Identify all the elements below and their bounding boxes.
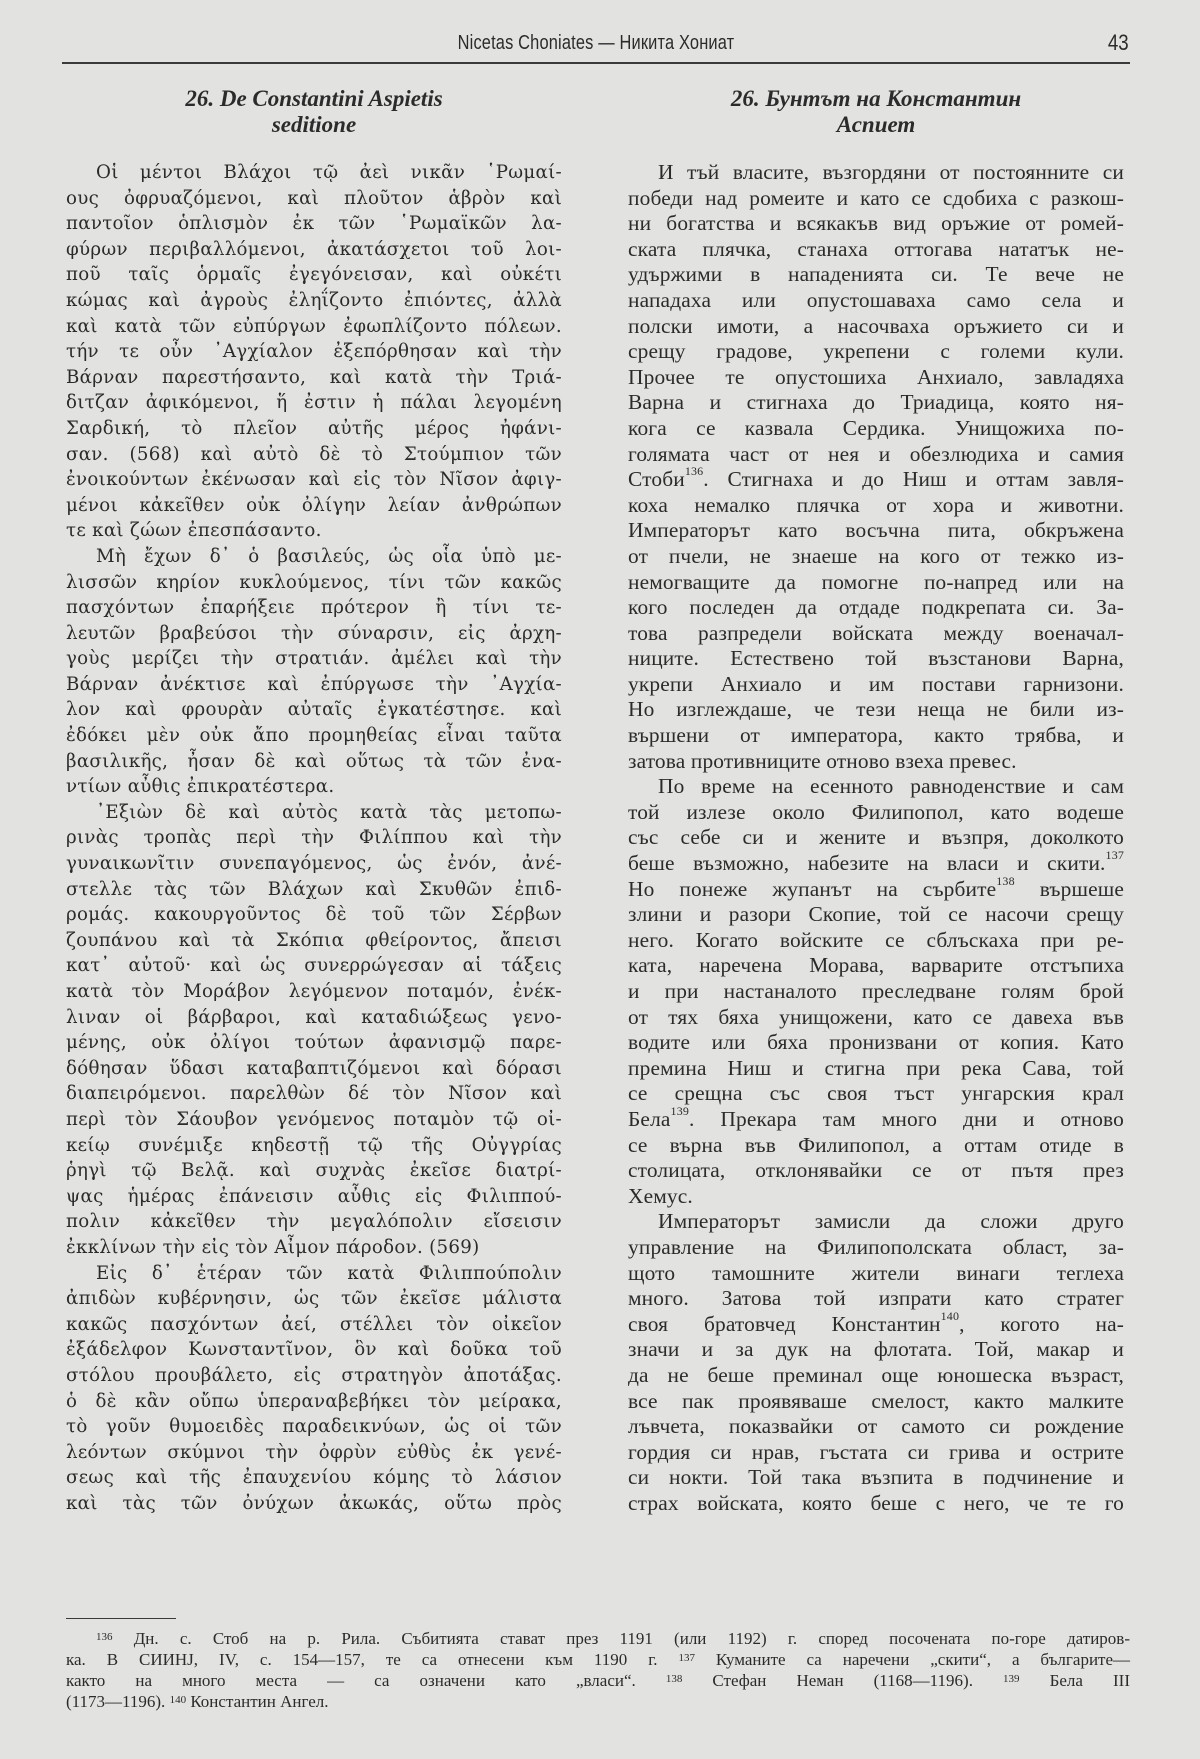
text-line: μένης, οὐκ ὀλίγοι τούτων ἀφανισμῷ παρε-: [66, 1032, 562, 1054]
text-line: ската плячка, станаха оттогава нататък не-: [628, 236, 1124, 261]
text-line: значи и за дук на флотата. Той, макар и: [628, 1337, 1124, 1362]
text-line: вършени от императора, както трябва, и: [628, 723, 1124, 748]
text-line: Императорът като восъчна пита, обкръжена: [628, 518, 1124, 543]
text-line: страх войската, която беше с него, че те го: [628, 1490, 1124, 1515]
text-line: κατὰ τὸν Μοράβον λεγόμενον ποταμόν, ἐνέκ-: [66, 981, 562, 1002]
footnote-text: Константин Ангел.: [186, 1692, 329, 1711]
text-line: Μὴ ἔχων δ᾿ ὁ βασιλεύς, ὡς οἷα ὑπὸ με-: [96, 545, 562, 567]
text-line: той излезе около Филипопол, като водеше: [628, 799, 1124, 824]
text-line: ᾿Εξιὼν δὲ καὶ αὐτὸς κατὰ τὰς μετοπω-: [96, 801, 562, 823]
footnote-reference: 138: [996, 873, 1015, 888]
text-line: щото тамошните жители винаги теглеха: [628, 1260, 1124, 1285]
text-line: премина Ниш и стигна при река Сава, той: [628, 1055, 1124, 1080]
footnote-text: Бела III: [1019, 1671, 1130, 1690]
footnote-text: както на много места — са означени като „власи“.: [66, 1671, 666, 1690]
text-line: По време на есенното равноденствие и сам: [658, 774, 1124, 799]
footnote-number: 138: [665, 1673, 683, 1685]
text-line: немогващите да помогне по-напред или на: [628, 569, 1124, 594]
text-line: Бела$^{139}$. Прекара там много дни и отново: [628, 1103, 1124, 1131]
text-line: Стоби$^{136}$. Стигнаха и до Ниш и оттам завля-: [628, 464, 1124, 492]
text-line: със себе си и жените и възпря, доколкото: [628, 825, 1124, 850]
footnote-reference: 137: [1105, 848, 1124, 863]
text-line: τὸ γοῦν θυμοειδὲς παραδεικνύων, ὡς οἱ τῶν: [66, 1416, 562, 1438]
text-line: Императорът замисли да сложи друго: [658, 1209, 1124, 1234]
text-line: ἐδόκει μὲν οὐκ ἄπο προμηθείας εἶναι ταῦτα: [66, 725, 562, 747]
footnote-line: [66, 1670, 1130, 1691]
text-line: победи над ромеите и като се сдобиха с разкош-: [628, 185, 1124, 210]
bulgarian-title-line: Аспиет: [836, 112, 916, 137]
text-line: много. Затова той изпрати като стратег: [628, 1286, 1124, 1311]
footnote-reference: 136: [684, 464, 704, 479]
text-line: кога се казвала Сердика. Унищожиха по-: [628, 415, 1124, 440]
page-number: 43: [1107, 30, 1129, 55]
text-line: λεόντων σκύμνοι τὴν ὀφρὺν εὐθὺς ἐκ γενέ-: [66, 1441, 562, 1463]
text-line: λιναν οἱ βάρβαροι, καὶ καταδιώξεως γενο-: [66, 1006, 562, 1028]
text-line: διτζαν ἀφικόμενοι, ἥ ἐστιν ἡ πάλαι λεγομένη: [66, 392, 562, 414]
text-line: ους ὀφρυαζόμενοι, καὶ πλοῦτον ἁβρὸν καὶ: [66, 187, 562, 209]
text-line: това разпредели войската между военачал-: [628, 620, 1124, 645]
text-line: Σαρδική, τὸ πλεῖον αὐτῆς μέρος ἠφάνι-: [66, 417, 562, 439]
text-line: ποῦ ταῖς ὁρμαῖς ἐγεγόνεισαν, καὶ οὐκέτι: [66, 264, 562, 286]
text-line: πασχόντων ἐπαρήξειε πρότερον ἢ τίνι τε-: [66, 597, 562, 619]
bulgarian-title-line: 26. Бунтът на Константин: [730, 86, 1022, 111]
text-line: ни богатства и всякакъв вид оръжие от ромей-: [628, 211, 1124, 236]
text-line: λισσῶν κηρίον κυκλούμενος, τίνι τῶν κακῶς: [66, 571, 562, 593]
greek-column: [66, 86, 562, 1516]
text-line: ἀπιδὼν κυβέρνησιν, ὡς τῶν ἐκεῖσε μάλιστα: [66, 1288, 562, 1310]
text-line: и при настаналото преследване голям брой: [628, 979, 1124, 1003]
text-line: И тъй власите, възгордяни от постоянните си: [658, 160, 1124, 184]
text-line: от тях бяха унищожени, като се давеха във: [628, 1004, 1124, 1029]
running-title: Nicetas Choniates — Никита Хониат: [457, 32, 735, 54]
text-line: Εἰς δ᾿ ἑτέραν τῶν κατὰ Φιλιππούπολιν: [96, 1262, 562, 1284]
text-line: срещу градове, укрепени с големи кули.: [628, 339, 1124, 364]
text-line: ὁ δὲ κἂν οὔπω ὑπεραναβεβήκει τὸν μείρακα,: [66, 1390, 562, 1412]
footnote-reference: 139: [670, 1103, 689, 1118]
footnote-text: ка. В СИИНЈ, IV, с. 154—157, те са отнесени към 1190 г.: [66, 1650, 679, 1669]
footnote-number: 136: [96, 1631, 113, 1643]
footnote-number: 137: [678, 1652, 695, 1664]
text-line: столицата, отклонявайки се от пътя през: [628, 1158, 1124, 1183]
text-line: διαπειρόμενοι. παρελθὼν δέ τὸν Νῖσον καὶ: [66, 1083, 562, 1105]
text-line: да не беше преминал още юношеска възраст,: [628, 1362, 1124, 1387]
text-line: κώμας καὶ ἀγροὺς ἐληΐζοντο ἐπιόντες, ἀλλὰ: [66, 289, 562, 311]
text-line: τήν τε οὖν ᾿Αγχίαλον ἐξεπόρθησαν καὶ τὴν: [66, 341, 562, 363]
text-line: παντοῖον ὁπλισμὸν ἐκ τῶν ῾Ρωμαϊκῶν λα-: [66, 213, 562, 235]
footnote-line: [66, 1649, 1130, 1670]
text-line: него. Когато войските се сблъскаха при ре-: [628, 927, 1124, 952]
text-line: водите или бяха пронизвани от копия. Като: [628, 1030, 1124, 1055]
text-line: Βάρναν παρεστήσαντο, καὶ κατὰ τὴν Τριά-: [66, 366, 562, 388]
text-line: σεως καὶ τῆς ἐπαυχενίου κόμης τὸ λάσιον: [66, 1467, 562, 1489]
text-line: своя братовчед Константин$^{140}$, когото на-: [628, 1308, 1124, 1336]
greek-section-title: [66, 86, 562, 138]
text-line: голямата част от нея и обезлюдиха и самия: [628, 441, 1124, 466]
text-line: μένοι κἀκεῖθεν οὐκ ὀλίγην λείαν ἀνθρώπων: [66, 494, 562, 516]
text-line: си нокти. Той така възпита в подчинение и: [628, 1465, 1124, 1490]
text-line: ката, наречена Морава, варварите отстъпиха: [628, 953, 1124, 978]
text-line: Варна и стигнаха до Триадица, която ня-: [628, 390, 1124, 415]
text-line: Прочее те опустошиха Анхиало, завладяха: [628, 364, 1124, 389]
text-line: лъвчета, показвайки от самото си рождение: [628, 1414, 1124, 1439]
text-line: γοὺς μερίζει τὴν στρατιάν. ἀμέλει καὶ τὴν: [66, 648, 562, 670]
footnote-line: [66, 1691, 1130, 1712]
footnote-divider: [66, 1618, 176, 1619]
text-line: φύρων περιβαλλόμενοι, ἀκατάσχετοι τοῦ λοι-: [66, 238, 562, 260]
text-line: ρομάς. κακουργοῦντος δὲ τοῦ τῶν Σέρβων: [66, 904, 562, 926]
text-line: управление на Филипополската област, за-: [628, 1234, 1124, 1259]
text-line: ψας ἡμέρας ἐπάνεισιν αὖθις εἰς Φιλιππού-: [66, 1185, 562, 1207]
text-line: ниците. Естествено той възстанови Варна,: [628, 646, 1124, 671]
text-line: καὶ τὰς τῶν ὀνύχων ἀκωκάς, οὕτω πρὸς: [66, 1492, 562, 1514]
greek-text: [66, 160, 562, 1516]
text-line: полски имоти, а насочваха оръжието си и: [628, 313, 1124, 338]
text-line: все пак проявяваше смелост, както малките: [628, 1388, 1124, 1413]
footnote-reference: 140: [940, 1308, 960, 1323]
text-line: коха немалко плячка от хора и животни.: [628, 492, 1124, 517]
text-line: τε καὶ ζώων ἐπεσπάσαντο.: [66, 520, 322, 542]
text-line: κακῶς πασχόντων ἀεί, στέλλει τὸν οἰκεῖον: [66, 1313, 562, 1335]
footnotes: [66, 1628, 1130, 1712]
text-line: Но понеже жупанът на сърбите$^{138}$ вършеше: [628, 873, 1124, 901]
text-line: στόλου προυβάλετο, εἰς στρατηγὸν ἀποτάξας.: [66, 1364, 562, 1386]
text-line: κατ᾿ αὐτοῦ· καὶ ὡς συνερρώγεσαν αἱ τάξεις: [66, 955, 562, 977]
text-line: се срещна със своя тъст унгарския крал: [628, 1081, 1124, 1106]
text-line: δόθησαν ὕδασι καταβαπτιζόμενοι καὶ δόρασι: [66, 1057, 562, 1079]
footnote-text: Дн. с. Стоб на р. Рила. Събитията стават през 1191 (или 1192) г. според посочената по-горе датиров-: [112, 1629, 1130, 1648]
text-line: Но изглеждаше, че тези неща не били из-: [628, 697, 1124, 722]
bulgarian-section-title: [628, 86, 1124, 138]
text-line: ρινὰς τροπὰς περὶ τὴν Φιλίππου καὶ τὴν: [66, 827, 562, 849]
greek-title-line: seditione: [271, 112, 357, 137]
text-line: затова противниците отново взеха превес.: [628, 748, 1017, 773]
text-line: беше възможно, набезите на власи и скити.$^{137}$: [628, 848, 1124, 876]
text-line: Οἱ μέντοι Βλάχοι τῷ ἀεὶ νικᾶν ῾Ρωμαί-: [96, 162, 562, 183]
running-head: [62, 28, 1130, 64]
text-line: σαν. (568) καὶ αὐτὸ δὲ τὸ Στούμπιον τῶν: [66, 443, 562, 465]
text-line: укрепи Анхиало и им постави гарнизони.: [628, 671, 1124, 696]
text-line: ἐξάδελφον Κωνσταντῖνον, ὃν καὶ δοῦκα τοῦ: [66, 1339, 562, 1361]
footnote-text: (1173—1196).: [66, 1692, 170, 1711]
text-line: στελλε τὰς τῶν Βλάχων καὶ Σκυθῶν ἐπιδ-: [66, 878, 562, 900]
text-line: Βάρναν ἀνέκτισε καὶ ἐπύργωσε τὴν ᾿Αγχία-: [66, 673, 562, 695]
footnote-line: [66, 1628, 1130, 1649]
text-line: λευτῶν βραβεύσοι τὴν σύναρσιν, εἰς ἀρχη-: [66, 622, 562, 644]
text-line: нападаха или опустошаваха само села и: [628, 287, 1124, 312]
text-line: удържими в нападенията си. Те вече не: [628, 262, 1124, 287]
greek-title-line: 26. De Constantini Aspietis: [185, 86, 443, 111]
text-line: ζουπάνου καὶ τὰ Σκόπια φθείροντος, ἄπεισι: [66, 929, 562, 951]
text-line: ἐνοικούντων ἐκένωσαν καὶ εἰς τὸν Νῖσον ἀφιγ-: [66, 469, 562, 491]
text-line: κείῳ συνέμιξε κηδεστῇ τῷ τῆς Οὐγγρίας: [66, 1134, 562, 1156]
text-line: περὶ τὸν Σάουβον γενόμενος ποταμὸν τῷ οἰ-: [66, 1108, 562, 1130]
text-line: злини и разори Скопие, той се насочи срещу: [628, 902, 1124, 927]
text-line: ἐκκλίνων τὴν εἰς τὸν Αἶμον πάροδον. (569): [66, 1236, 480, 1258]
text-line: πολιν κἀκεῖθεν τὴν μεγαλόπολιν εἴσεισιν: [66, 1211, 562, 1233]
footnote-text: Стефан Неман (1168—1196).: [682, 1671, 1004, 1690]
text-line: от пчели, не знаеше на кого от тежко из-: [628, 543, 1124, 568]
text-line: Хемус.: [628, 1183, 693, 1208]
text-line: кого последен да отдаде подкрепата си. За-: [628, 595, 1124, 620]
text-line: βασιλικῆς, ἦσαν δὲ καὶ οὕτως τὰ τῶν ἐνα-: [66, 750, 562, 772]
text-line: се върна във Филипопол, а оттам отиде в: [628, 1132, 1124, 1157]
text-line: καὶ κατὰ τῶν εὐπύργων ἐφωπλίζοντο πόλεων.: [66, 315, 562, 337]
bulgarian-text: [628, 160, 1124, 1516]
footnote-number: 139: [1003, 1673, 1020, 1685]
text-line: λον καὶ φρουρὰν αὐταῖς ἐγκατέστησε. καὶ: [66, 699, 562, 721]
footnote-number: 140: [169, 1694, 187, 1706]
text-line: γυναικωνῖτιν συνεπαγόμενος, ὡς ἐνόν, ἀνέ-: [66, 853, 562, 875]
text-line: гордия си нрав, гъстата си грива и острите: [628, 1439, 1124, 1464]
footnote-text: Куманите са наречени „скити“, а българите—: [694, 1650, 1131, 1669]
bulgarian-column: [628, 86, 1124, 1516]
text-line: ῥηγὶ τῷ Βελᾷ. καὶ συχνὰς ἐκεῖσε διατρί-: [66, 1160, 562, 1182]
text-line: ντίων αὖθις ἐπικρατέστερα.: [66, 776, 335, 798]
